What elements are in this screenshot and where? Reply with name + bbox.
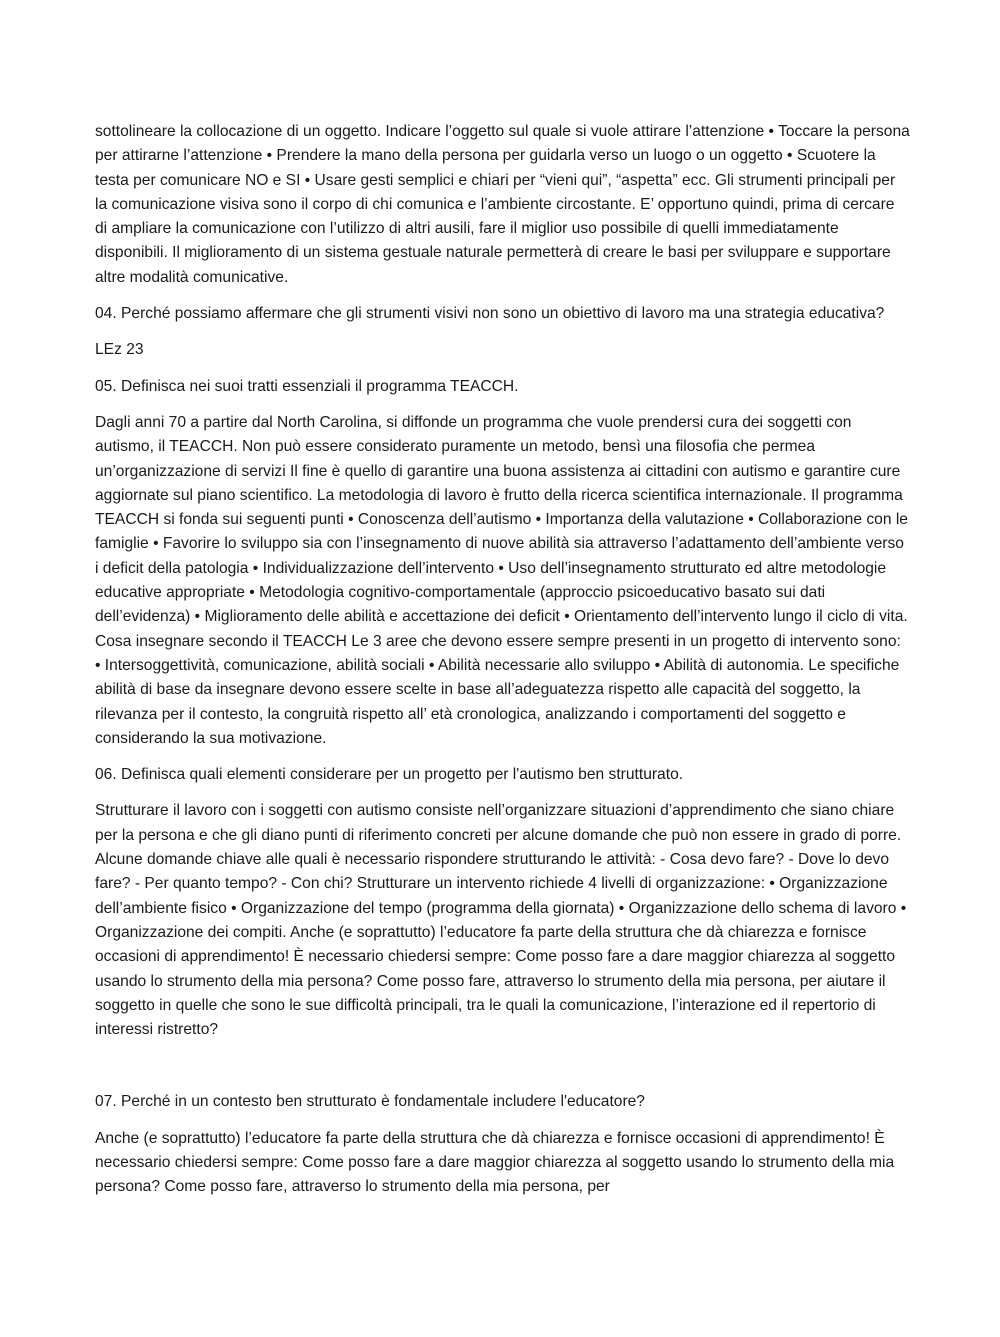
question-07: 07. Perché in un contesto ben strutturato è fondamentale includere l'educatore? (95, 1093, 645, 1111)
answer-07: Anche (e soprattutto) l’educatore fa parte della struttura che dà chiarezza e fornisce occasioni di apprendimento! È necessario chiedersi sempre: Come posso fare a dare maggior chiarezza al soggetto usando lo strumento della mia persona? Come posso fare, attraverso lo strumento della mia persona, per (95, 1129, 895, 1196)
question-04: 04. Perché possiamo affermare che gli strumenti visivi non sono un obiettivo di lavoro ma una strategia educativa? (95, 305, 885, 323)
document-body (95, 120, 910, 1212)
answer-06: Strutturare il lavoro con i soggetti con autismo consiste nell’organizzare situazioni d’apprendimento che siano chiare per la persona e che gli diano punti di riferimento concreti per alcune domande che può non essere in grado di porre. Alcune domande chiave alle quali è necessario rispondere strutturando le attività: - Cosa devo fare? - Dove lo devo fare? - Per quanto tempo? - Con chi? Strutturare un intervento richiede 4 livelli di organizzazione: • Organizzazione dell’ambiente fisico • Organizzazione del tempo (programma della giornata) • Organizzazione dello schema di lavoro • Organizzazione dei compiti. Anche (e soprattutto) l’educatore fa parte della struttura che dà chiarezza e fornisce occasioni di apprendimento! È necessario chiedersi sempre: Come posso fare a dare maggior chiarezza al soggetto usando lo strumento della mia persona? Come posso fare, attraverso lo strumento della mia persona, per aiutare il soggetto in quelle che sono le sue difficoltà principali, tra le quali la comunicazione, l’interazione ed il repertorio di interessi ristretto? (95, 802, 907, 1039)
question-06: 06. Definisca quali elementi considerare per un progetto per l'autismo ben strutturato. (95, 766, 684, 784)
question-05: 05. Definisca nei suoi tratti essenziali il programma TEACCH. (95, 377, 519, 395)
answer-05: Dagli anni 70 a partire dal North Carolina, si diffonde un programma che vuole prendersi cura dei soggetti con autismo, il TEACCH. Non può essere considerato puramente un metodo, bensì una filosofia che permea un’organizzazione di servizi Il fine è quello di garantire una buona assistenza ai cittadini con autismo e garantire cure aggiornate sul piano scientifico. La metodologia di lavoro è frutto della ricerca scientifica internazionale. Il programma TEACCH si fonda sui seguenti punti • Conoscenza dell’autismo • Importanza della valutazione • Collaborazione con le famiglie • Favorire lo sviluppo sia con l’insegnamento di nuove abilità sia attraverso l’adattamento dell’ambiente verso i deficit della patologia • Individualizzazione dell’intervento • Uso dell’insegnamento strutturato ed altre metodologie educative appropriate • Metodologia cognitivo-comportamentale (approccio psicoeducativo basato sui dati dell’evidenza) • Miglioramento delle abilità e accettazione dei deficit • Orientamento dell’intervento lungo il ciclo di vita. Cosa insegnare secondo il TEACCH Le 3 aree che devono essere sempre presenti in un progetto di intervento sono: • Intersoggettività, comunicazione, abilità sociali • Abilità necessarie allo sviluppo • Abilità di autonomia. Le specifiche abilità di base da insegnare devono essere scelte in base all’adeguatezza rispetto alle capacità del soggetto, la rilevanza per il contesto, la congruità rispetto all’ età cronologica, analizzando i comportamenti del soggetto e considerando la sua motivazione. (95, 413, 908, 747)
paragraph-gesture-communication: sottolineare la collocazione di un oggetto. Indicare l’oggetto sul quale si vuole attirare l’attenzione • Toccare la persona per attirarne l’attenzione • Prendere la mano della persona per guidarla verso un luogo o un oggetto • Scuotere la testa per comunicare NO e SI • Usare gesti semplici e chiari per “vieni qui”, “aspetta” ecc. Gli strumenti principali per la comunicazione visiva sono il corpo di chi comunica e l’ambiente circostante. E’ opportuno quindi, prima di cercare di ampliare la comunicazione con l’utilizzo di altri ausili, fare il miglior uso possibile di quelli immediatamente disponibili. Il miglioramento di un sistema gestuale naturale permetterà di creare le basi per sviluppare e supportare altre modalità comunicative. (95, 123, 910, 286)
lesson-label: LEz 23 (95, 341, 144, 359)
